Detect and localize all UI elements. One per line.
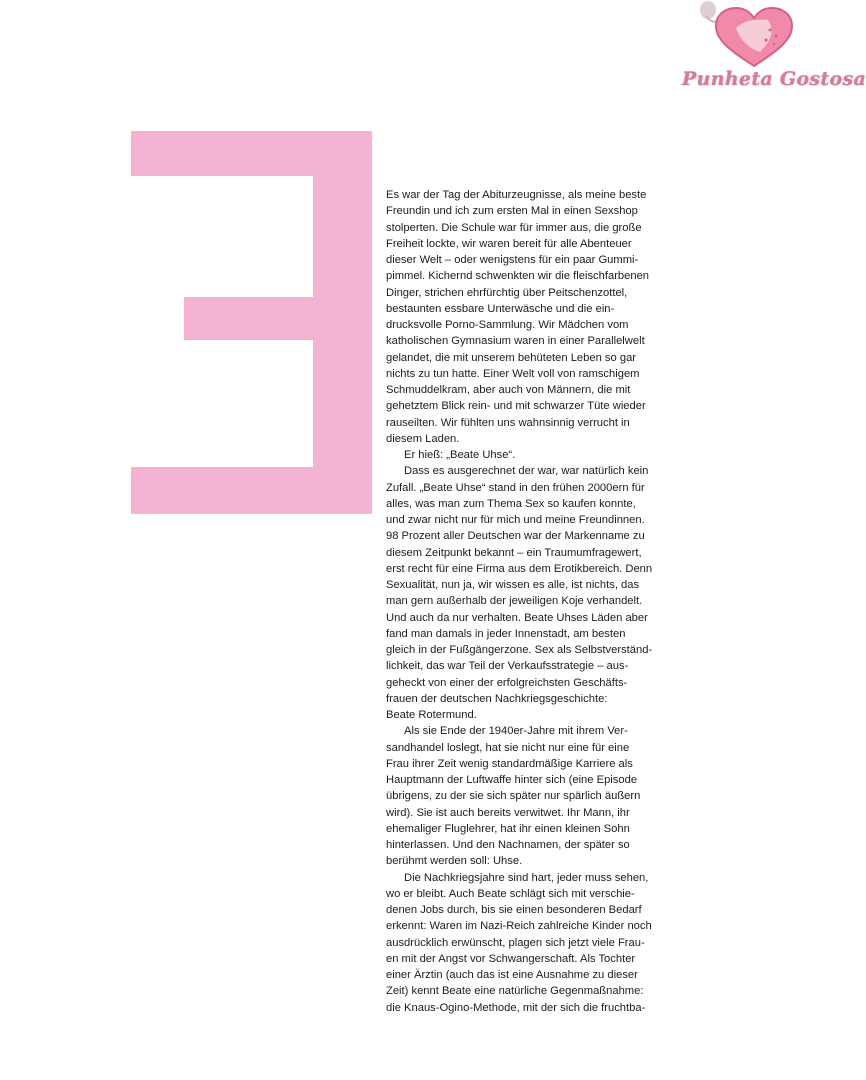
text-line: Freundin und ich zum ersten Mal in einen Sexshop <box>386 205 638 218</box>
text-line: Dass es ausgerechnet der war, war natürlich kein <box>404 465 649 478</box>
text-line: lichkeit, das war Teil der Verkaufsstrategie – aus- <box>386 660 629 673</box>
text-line: erst recht für eine Firma aus dem Erotikbereich. Denn <box>386 562 653 575</box>
text-line: Dinger, strichen ehrfürchtig über Peitschenzottel, <box>386 286 628 299</box>
text-line: diesem Zeitpunkt bekannt – ein Traumumfragewert, <box>386 546 642 559</box>
paragraph <box>386 187 676 447</box>
text-line: Beate Rotermund. <box>386 709 477 721</box>
text-line: berühmt werden soll: Uhse. <box>386 855 523 868</box>
text-line: fand man damals in jeder Innenstadt, am besten <box>386 627 626 640</box>
text-line: Sexualität, nun ja, wir wissen es alle, ist nichts, das <box>386 579 640 591</box>
text-line: katholischen Gymnasium waren in einer Parallelwelt <box>386 335 645 348</box>
text-line: 98 Prozent aller Deutschen war der Markenname zu <box>386 530 645 543</box>
text-line: nichts zu tun hatte. Einer Welt voll von ramschigem <box>386 367 640 380</box>
text-line: gleich in der Fußgängerzone. Sex als Selbstverständ- <box>386 644 653 656</box>
text-line: Und auch da nur verhalten. Beate Uhses Läden aber <box>386 611 648 624</box>
paragraph <box>386 723 676 869</box>
text-line: en mit der Angst vor Schwangerschaft. Als Tochter <box>386 952 636 965</box>
logo-text: Punheta Gostosa <box>682 68 866 90</box>
text-line: denen Jobs durch, bis sie einen besonderen Bedarf <box>386 904 642 916</box>
text-line: alles, was man zum Thema Sex so kaufen konnte, <box>386 497 636 510</box>
text-line: ausdrücklich erwünscht, plagen sich jetzt viele Frau- <box>386 936 645 949</box>
initial-e-shape <box>131 131 372 514</box>
text-line: frauen der deutschen Nachkriegsgeschichte: <box>386 692 608 705</box>
text-line: man gern außerhalb der jeweiligen Koje verhandelt. <box>386 595 643 608</box>
text-line: Es war der Tag der Abiturzeugnisse, als meine beste <box>386 189 647 201</box>
text-line: sandhandel loslegt, hat sie nicht nur eine für eine <box>386 741 630 754</box>
text-line: Frau ihrer Zeit wenig standardmäßige Karriere als <box>386 757 633 770</box>
text-line: bestaunten essbare Unterwäsche und die ein- <box>386 302 615 315</box>
text-line: geheckt von einer der erfolgreichsten Geschäfts- <box>386 676 628 689</box>
text-line: wo er bleibt. Auch Beate schlägt sich mit verschie- <box>386 887 635 900</box>
text-line: gehetztem Blick rein- und mit schwarzer Tüte wieder <box>386 400 646 413</box>
text-line: erkennt: Waren im Nazi-Reich zahlreiche Kinder noch <box>386 920 652 933</box>
text-line: Die Nachkriegsjahre sind hart, jeder muss sehen, <box>404 871 649 884</box>
paragraph <box>386 870 676 1016</box>
paragraph <box>386 447 676 463</box>
paragraph <box>386 463 676 723</box>
text-line: Schmuddelkram, aber auch von Männern, die mit <box>386 384 631 396</box>
text-line: Hauptmann der Luftwaffe hinter sich (eine Episode <box>386 774 638 786</box>
text-line: übrigens, zu der sie sich später nur spärlich äußern <box>386 790 641 803</box>
text-line: Er hieß: „Beate Uhse“. <box>404 449 516 461</box>
text-line: Zeit) kennt Beate eine natürliche Gegenmaßnahme: <box>386 985 644 998</box>
text-line: diesem Laden. <box>386 432 460 445</box>
text-line: stolperten. Die Schule war für immer aus, die große <box>386 221 642 234</box>
text-line: Zufall. „Beate Uhse“ stand in den frühen 2000ern für <box>386 481 645 494</box>
text-line: gelandet, die mit unserem behüteten Leben so gar <box>386 351 637 364</box>
text-line: Als sie Ende der 1940er-Jahre mit ihrem Ver- <box>404 725 628 738</box>
article-body <box>386 187 676 1016</box>
text-line: hinterlassen. Und den Nachnamen, der später so <box>386 839 630 851</box>
text-line: dieser Welt – oder wenigstens für ein paar Gummi- <box>386 254 639 266</box>
text-line: drucksvolle Porno-Sammlung. Wir Mädchen vom <box>386 319 629 331</box>
text-line: rauseilten. Wir fühlten uns wahnsinnig verrucht in <box>386 416 630 429</box>
text-line: die Knaus-Ogino-Methode, mit der sich die fruchtba- <box>386 1001 646 1014</box>
text-line: pimmel. Kichernd schwenkten wir die fleischfarbenen <box>386 270 650 283</box>
text-line: wird). Sie ist auch bereits verwitwet. Ihr Mann, ihr <box>386 806 630 819</box>
text-line: einer Ärztin (auch das ist eine Ausnahme zu dieser <box>386 969 638 981</box>
text-line: und zwar nicht nur für mich und meine Freundinnen. <box>386 514 645 526</box>
text-line: ehemaliger Fluglehrer, hat ihr einen kleinen Sohn <box>386 822 630 835</box>
text-line: Freiheit lockte, wir waren bereit für alle Abenteuer <box>386 237 632 250</box>
